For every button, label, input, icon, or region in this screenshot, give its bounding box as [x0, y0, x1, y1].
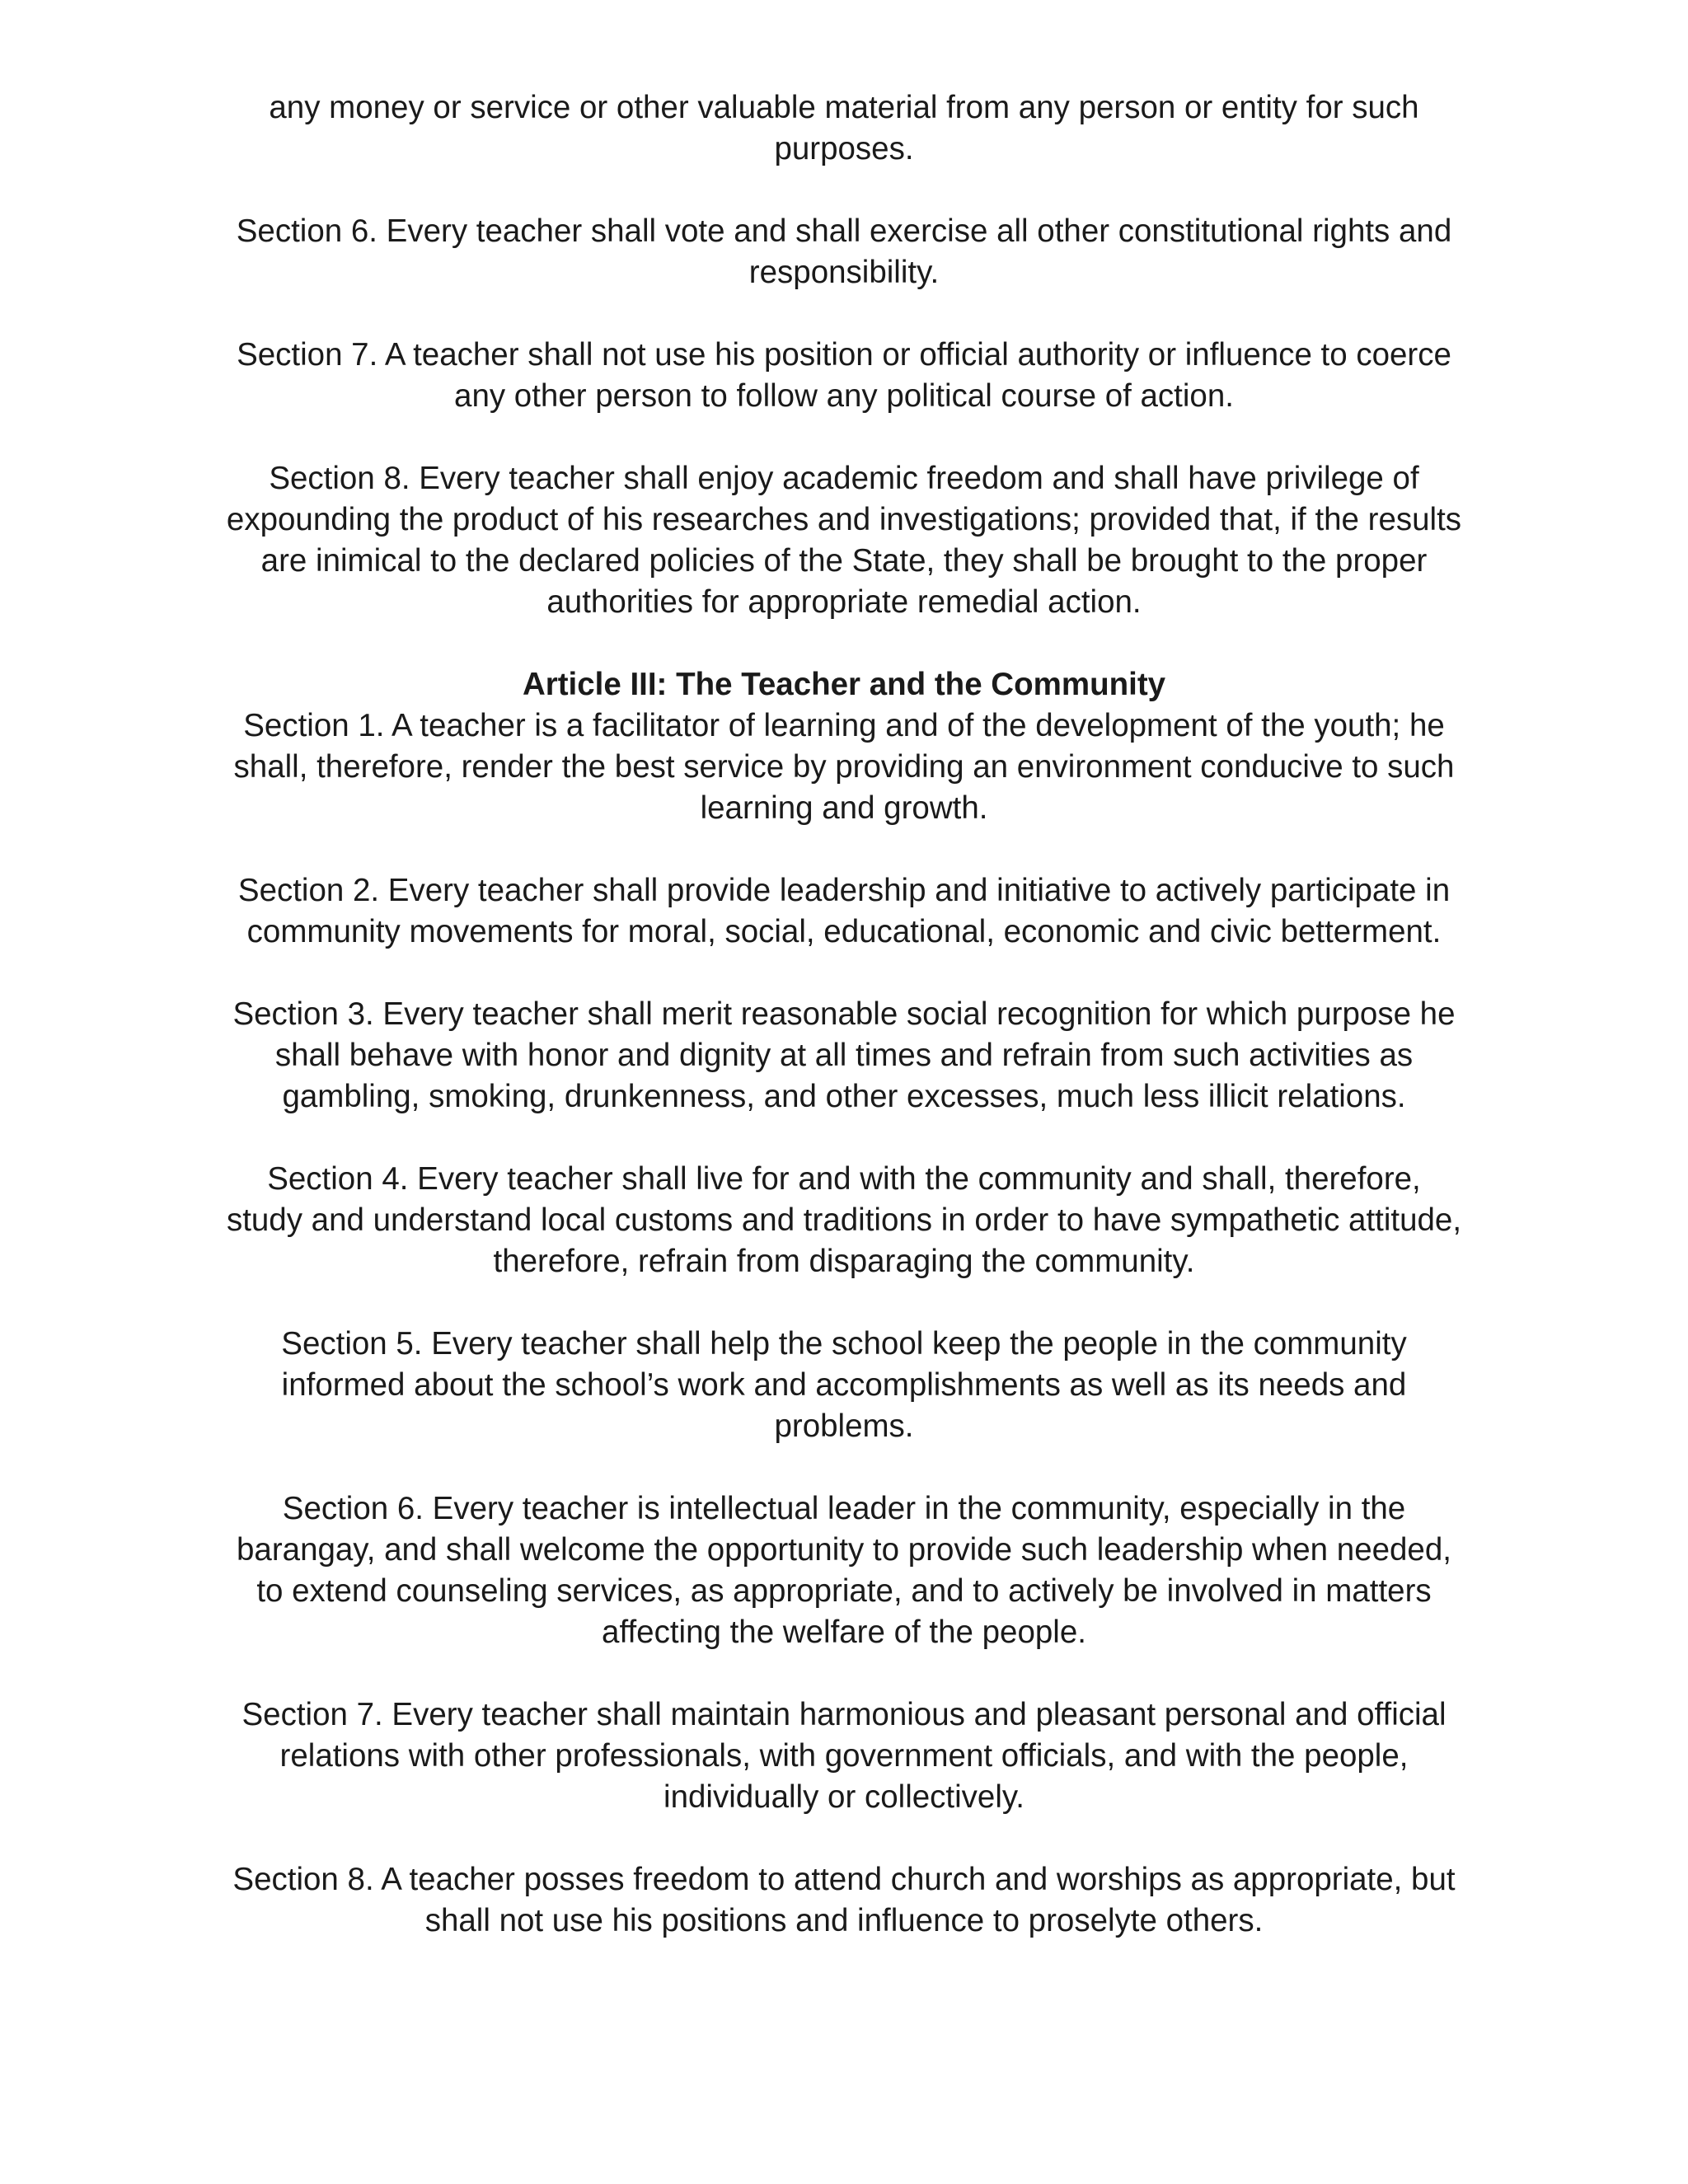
- article2-section-7: [165, 335, 1523, 417]
- text-line: individually or collectively.: [663, 1779, 1025, 1815]
- text-line: Section 6. Every teacher is intellectual leader in the community, especially in the: [282, 1491, 1406, 1526]
- text-line: expounding the product of his researches and investigations; provided that, if the results: [226, 502, 1462, 537]
- text-line: learning and growth.: [700, 790, 988, 826]
- text-line: study and understand local customs and traditions in order to have sympathetic attitude,: [226, 1202, 1462, 1238]
- text-line: to extend counseling services, as appropriate, and to actively be involved in matters: [256, 1573, 1432, 1609]
- article2-section-6: [165, 211, 1523, 293]
- text-line: Section 2. Every teacher shall provide leadership and initiative to actively participate in: [237, 873, 1451, 908]
- article3-section-1: [165, 705, 1523, 829]
- document-body: [165, 87, 1523, 1983]
- text-line: authorities for appropriate remedial action.: [546, 584, 1142, 620]
- text-line: Section 7. Every teacher shall maintain harmonious and pleasant personal and official: [241, 1697, 1447, 1732]
- text-line: gambling, smoking, drunkenness, and other excesses, much less illicit relations.: [282, 1079, 1406, 1114]
- text-line: Section 6. Every teacher shall vote and shall exercise all other constitutional rights and: [236, 213, 1452, 249]
- text-line: shall behave with honor and dignity at all times and refrain from such activities as: [274, 1038, 1414, 1073]
- continuation-paragraph: [165, 87, 1523, 170]
- text-line: informed about the school’s work and accomplishments as well as its needs and: [281, 1367, 1407, 1403]
- text-line: Section 8. Every teacher shall enjoy academic freedom and shall have privilege of: [269, 461, 1419, 496]
- text-line: relations with other professionals, with government officials, and with the people,: [279, 1738, 1409, 1774]
- text-line: shall not use his positions and influence to proselyte others.: [424, 1903, 1264, 1938]
- article3-section-2: [165, 870, 1523, 953]
- text-line: Section 7. A teacher shall not use his position or official authority or influence to coerce: [237, 337, 1451, 373]
- article3: [165, 664, 1523, 1942]
- article3-section-5: [165, 1324, 1523, 1447]
- text-line: purposes.: [774, 131, 914, 166]
- article3-section-7: [165, 1694, 1523, 1818]
- text-line: therefore, refrain from disparaging the community.: [493, 1244, 1195, 1279]
- text-line: problems.: [774, 1408, 914, 1444]
- text-line: affecting the welfare of the people.: [602, 1615, 1086, 1650]
- article3-section-6: [165, 1488, 1523, 1653]
- article3-heading: Article III: The Teacher and the Community: [522, 667, 1166, 702]
- article3-section-3: [165, 994, 1523, 1118]
- text-line: barangay, and shall welcome the opportunity to provide such leadership when needed,: [237, 1532, 1451, 1568]
- article3-section-8: [165, 1859, 1523, 1942]
- text-line: shall, therefore, render the best service by providing an environment conducive to such: [233, 749, 1455, 785]
- article3-section-4: [165, 1159, 1523, 1282]
- text-line: responsibility.: [748, 255, 940, 290]
- text-line: Section 3. Every teacher shall merit reasonable social recognition for which purpose he: [232, 996, 1456, 1032]
- text-line: Section 1. A teacher is a facilitator of learning and of the development of the youth; he: [243, 708, 1445, 743]
- text-line: Section 8. A teacher posses freedom to attend church and worships as appropriate, but: [232, 1862, 1456, 1897]
- text-line: any other person to follow any political course of action.: [454, 378, 1234, 414]
- text-line: are inimical to the declared policies of the State, they shall be brought to the proper: [260, 543, 1428, 579]
- article2-section-8: [165, 458, 1523, 623]
- text-line: Section 5. Every teacher shall help the school keep the people in the community: [281, 1326, 1407, 1361]
- text-line: Section 4. Every teacher shall live for and with the community and shall, therefore,: [267, 1161, 1421, 1197]
- text-line: any money or service or other valuable material from any person or entity for such: [269, 90, 1419, 125]
- text-line: community movements for moral, social, educational, economic and civic betterment.: [246, 914, 1442, 949]
